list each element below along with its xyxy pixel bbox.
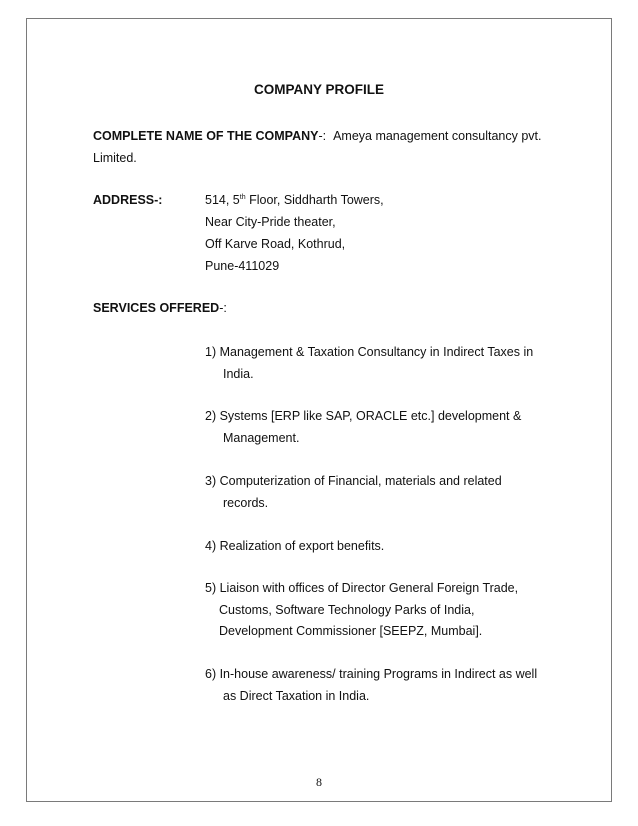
service-item-1-line-1: 1) Management & Taxation Consultancy in Indirect Taxes in [205, 345, 534, 359]
service-item-6-line-2: as Direct Taxation in India. [223, 689, 370, 703]
company-name-label: COMPLETE NAME OF THE COMPANY [93, 129, 319, 143]
address-label: ADDRESS-: [93, 193, 163, 207]
service-item-4-line-1: 4) Realization of export benefits. [205, 539, 385, 553]
page-number: 8 [316, 775, 322, 789]
company-name-value-continued: Limited. [93, 151, 137, 165]
page-title: COMPANY PROFILE [253, 82, 384, 97]
address-line-1-rest: Floor, Siddharth Towers, [245, 193, 384, 207]
address-line-3: Off Karve Road, Kothrud, [205, 237, 346, 251]
address-ordinal-suffix: th [239, 193, 246, 201]
service-item-2-line-1: 2) Systems [ERP like SAP, ORACLE etc.] development & [205, 409, 522, 423]
address-line-2: Near City-Pride theater, [205, 215, 336, 229]
service-item-1-line-2: India. [223, 367, 254, 381]
services-heading [93, 300, 227, 316]
company-name-line [93, 128, 542, 144]
address-line-1-number: 514, 5 [205, 193, 240, 207]
service-item-5-line-2: Customs, Software Technology Parks of India, [219, 603, 475, 617]
company-name-separator: -: [318, 129, 327, 143]
company-name-value: Ameya management consultancy pvt. [333, 129, 542, 143]
service-item-2-line-2: Management. [223, 431, 300, 445]
services-separator: -: [219, 301, 227, 315]
address-line-4: Pune-411029 [205, 259, 280, 273]
service-item-3-line-1: 3) Computerization of Financial, materials and related [205, 474, 502, 488]
service-item-5-line-1: 5) Liaison with offices of Director General Foreign Trade, [205, 581, 519, 595]
service-item-6-line-1: 6) In-house awareness/ training Programs in Indirect as well [205, 667, 538, 681]
services-label: SERVICES OFFERED [93, 301, 220, 315]
service-item-5-line-3: Development Commissioner [SEEPZ, Mumbai]. [219, 624, 483, 638]
service-item-3-line-2: records. [223, 496, 269, 510]
address-line-1 [205, 192, 384, 208]
